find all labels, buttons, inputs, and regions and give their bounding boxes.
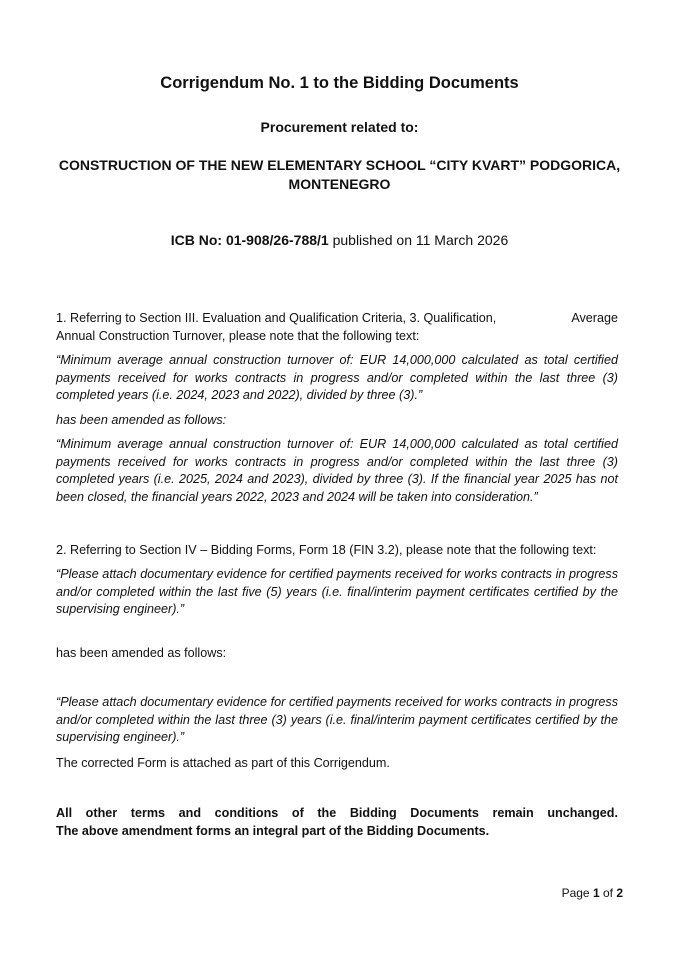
section1-intro	[56, 310, 618, 345]
section2-intro: 2. Referring to Section IV – Bidding Forms, Form 18 (FIN 3.2), please note that the following text:	[56, 543, 597, 557]
project-title-line2: MONTENEGRO	[288, 176, 391, 192]
page-current: 1	[592, 886, 600, 900]
section2-amended-label: has been amended as follows:	[56, 646, 227, 660]
section1-intro-line2: Annual Construction Turnover, please note that the following text:	[56, 328, 420, 343]
closing-line1: All other terms and conditions of the Bidding Documents remain unchanged.	[56, 806, 618, 820]
project-title-line1: CONSTRUCTION OF THE NEW ELEMENTARY SCHOOL “CITY KVART” PODGORICA,	[58, 157, 621, 173]
section1-new-text: “Minimum average annual construction turnover of: EUR 14,000,000 calculated as total certified payments received for works contracts in progress and/or completed within the last three (3) completed years (i.e. 2025, 2024 and 2023), divided by three (3). If the financial year 2025 has not been closed, the financial years 2022, 2023 and 2024 will be taken into consideration.”	[56, 437, 618, 504]
project-title	[40, 156, 639, 194]
page-number	[562, 886, 623, 900]
section2-old-text: “Please attach documentary evidence for certified payments received for works contracts in progress and/or completed within the last five (5) years (i.e. final/interim payment certificates certified by the supervising engineer).”	[56, 567, 618, 616]
page-total: 2	[616, 886, 623, 900]
icb-line	[0, 232, 679, 248]
page-word: Page	[561, 886, 593, 900]
page-of: of	[599, 886, 617, 900]
section1-intro-right: Average	[571, 311, 618, 325]
closing-line2: The above amendment forms an integral part of the Bidding Documents.	[56, 823, 490, 838]
document-subtitle: Procurement related to:	[260, 119, 419, 135]
section2-new-text: “Please attach documentary evidence for certified payments received for works contracts in progress and/or completed within the last three (3) years (i.e. final/interim payment certificates certified by the supervising engineer).”	[56, 695, 618, 744]
section1-old-text: “Minimum average annual construction turnover of: EUR 14,000,000 calculated as total certified payments received for works contracts in progress and/or completed within the last three (3) completed years (i.e. 2024, 2023 and 2022), divided by three (3).”	[56, 353, 618, 402]
closing-statement	[56, 805, 618, 840]
section1-intro-left: 1. Referring to Section III. Evaluation and Qualification Criteria, 3. Qualification,	[56, 311, 497, 325]
icb-published-date: published on 11 March 2026	[328, 232, 509, 248]
icb-number: ICB No: 01-908/26-788/1	[170, 232, 329, 248]
section2-note: The corrected Form is attached as part of this Corrigendum.	[56, 756, 390, 770]
section1-amended-label: has been amended as follows:	[56, 413, 227, 427]
section1-intro-line1	[56, 310, 618, 328]
document-title: Corrigendum No. 1 to the Bidding Documents	[160, 74, 519, 92]
